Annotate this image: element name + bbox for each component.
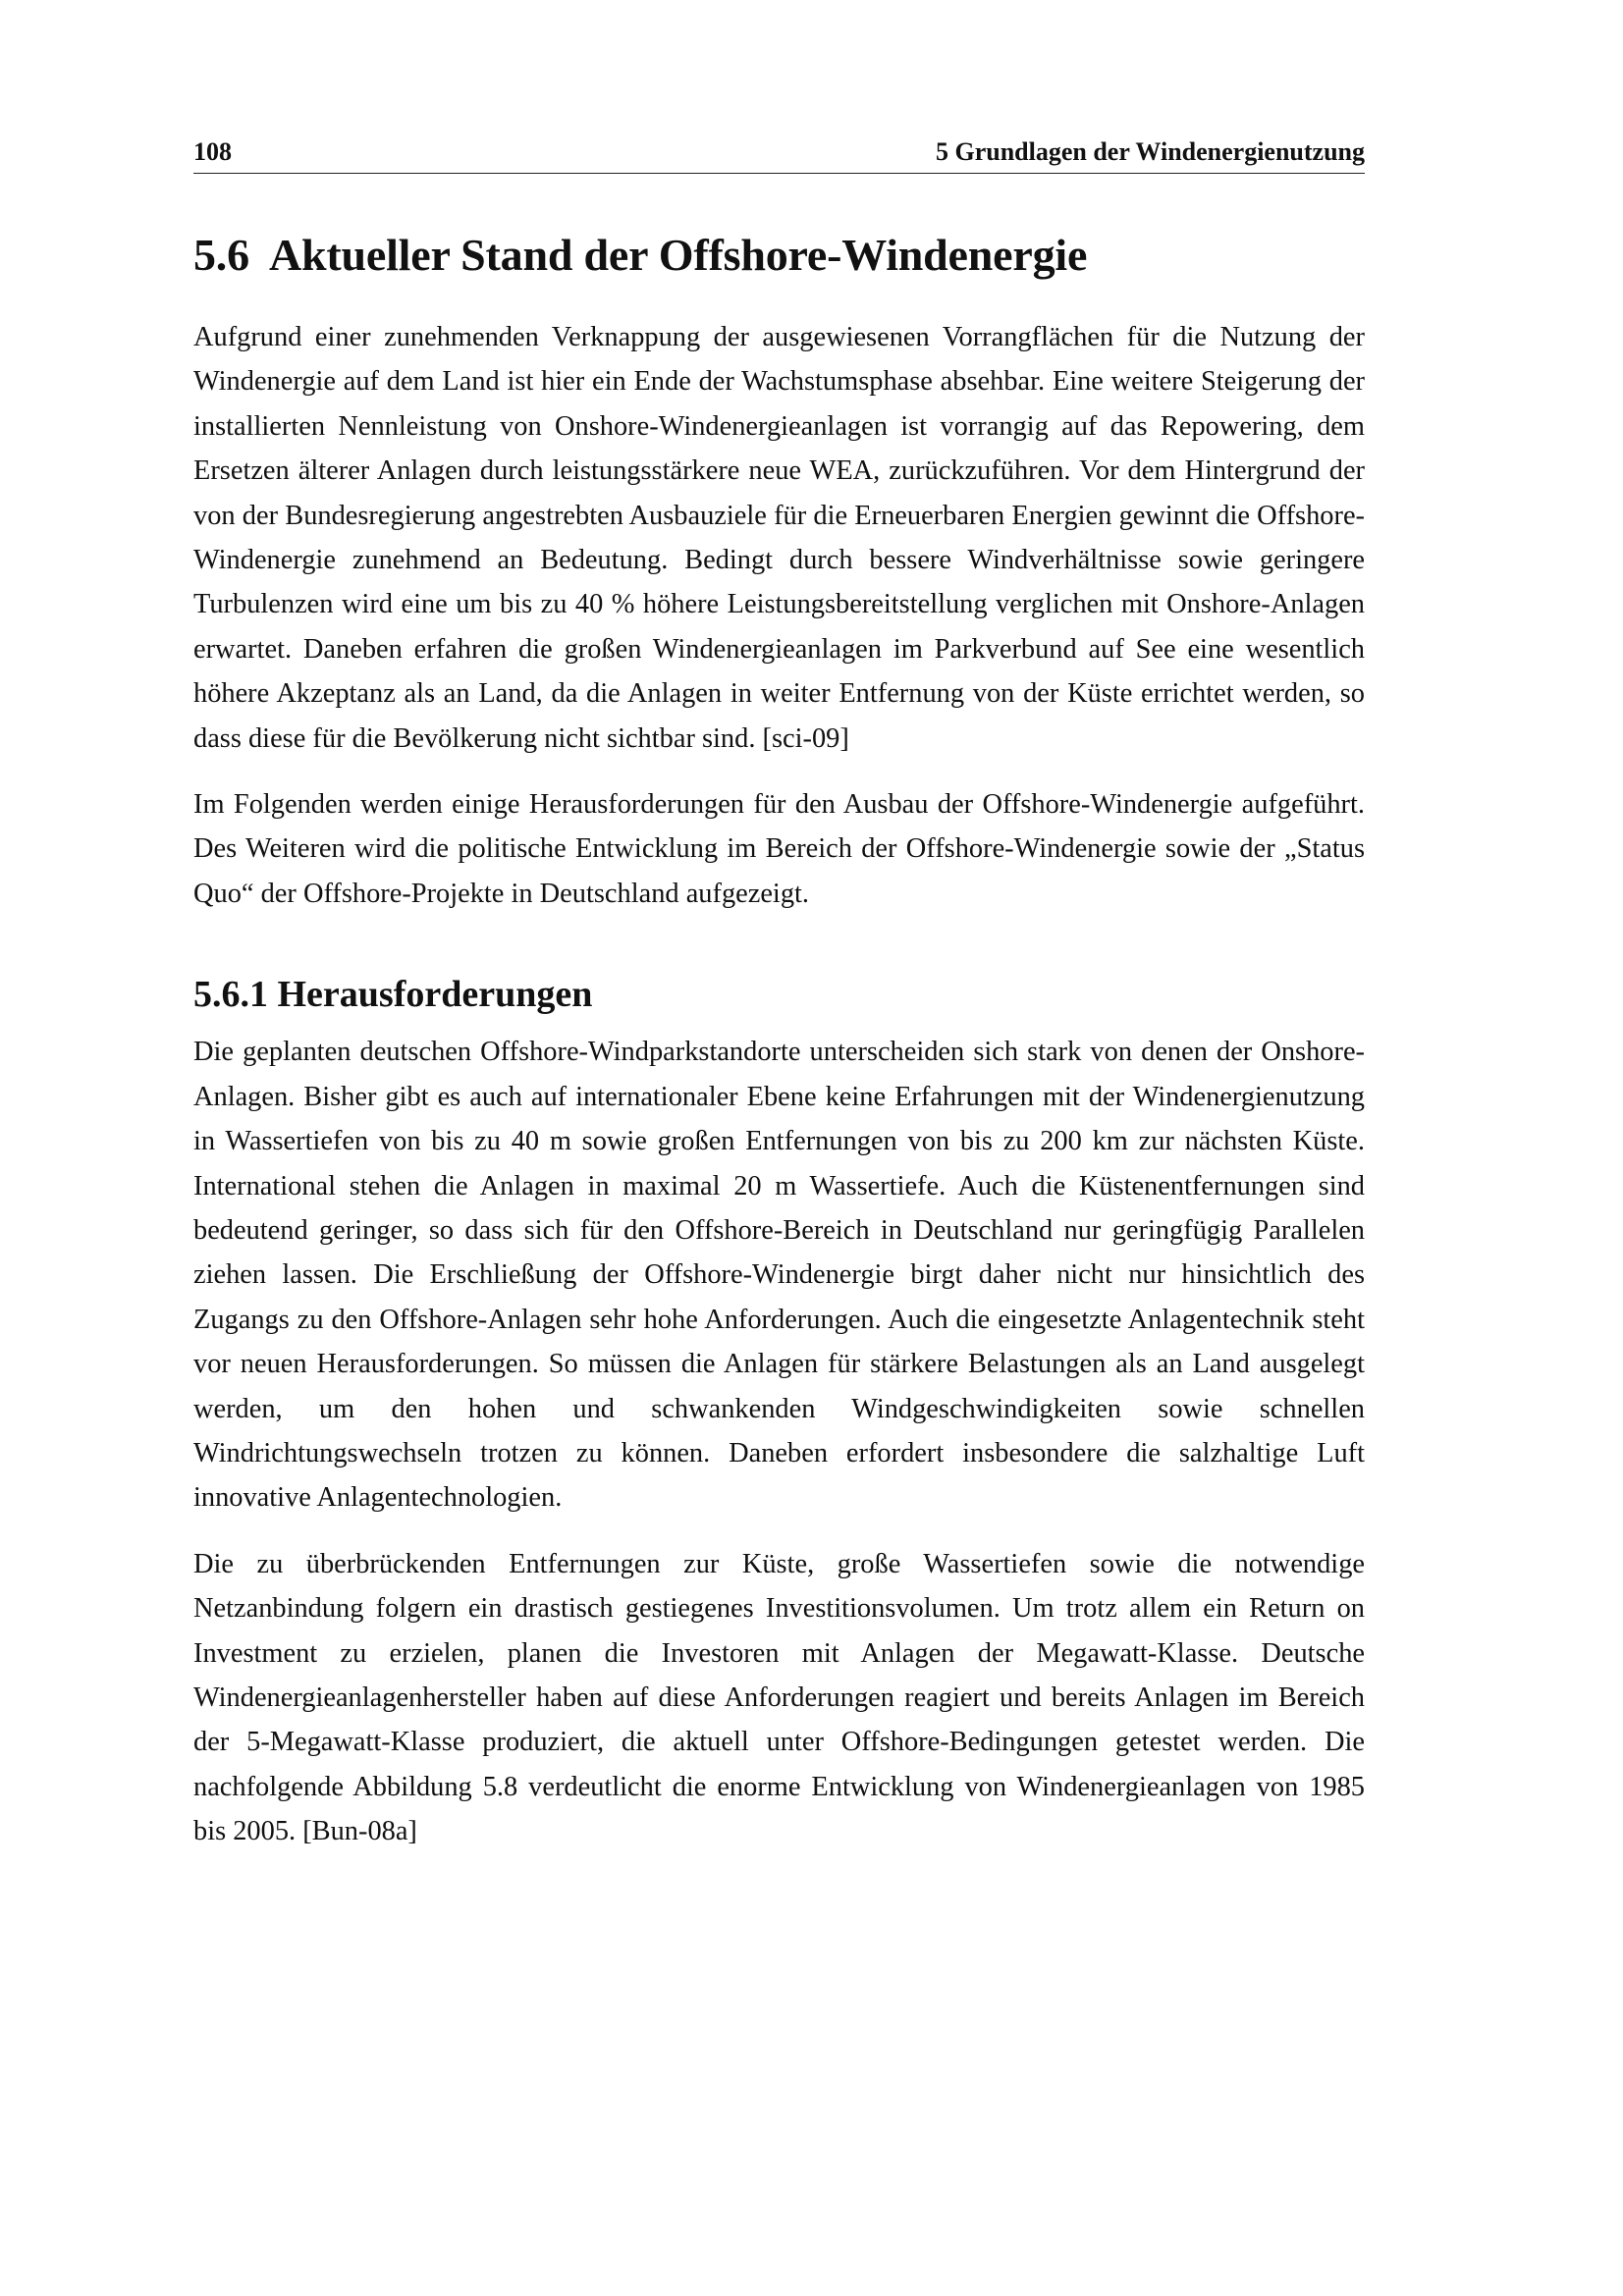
- running-header: [193, 137, 1365, 174]
- section-heading: 5.6 Aktueller Stand der Offshore-Windenergie: [193, 230, 1088, 280]
- paragraph-investment: Die zu überbrückenden Entfernungen zur Küste, große Wassertiefen sowie die notwendige Netzanbindung folgern ein drastisch gestiegenes Investitionsvolumen. Um trotz allem ein Return on Investment zu erzielen, planen die Investoren mit Anlagen der Megawatt-Klasse. Deutsche Windenergieanlagenhersteller haben auf diese Anforderungen reagiert und bereits Anlagen im Bereich der 5-Megawatt-Klasse produziert, die aktuell unter Offshore-Bedingungen getestet werden. Die nachfolgende Abbildung 5.8 verdeutlicht die enorme Entwicklung von Windenergieanlagen von 1985 bis 2005. [Bun-08a]: [193, 1548, 1365, 1847]
- subsection-heading: 5.6.1 Herausforderungen: [193, 974, 593, 1016]
- chapter-title: 5 Grundlagen der Windenergienutzung: [935, 137, 1365, 166]
- paragraph-overview: Im Folgenden werden einige Herausforderungen für den Ausbau der Offshore-Windenergie aufgeführt. Des Weiteren wird die politische Entwicklung im Bereich der Offshore-Windenergie sowie der „Status Quo“ der Offshore-Projekte in Deutschland aufgezeigt.: [193, 789, 1365, 909]
- page: [193, 137, 1365, 1876]
- paragraph-offshore-relevance: Aufgrund einer zunehmenden Verknappung der ausgewiesenen Vorrangflächen für die Nutzung der Windenergie auf dem Land ist hier ein Ende der Wachstumsphase absehbar. Eine weitere Steigerung der installierten Nennleistung von Onshore-Windenergieanlagen ist vorrangig auf das Repowering, dem Ersetzen älterer Anlagen durch leistungsstärkere neue WEA, zurückzuführen. Vor dem Hintergrund der von der Bundesregierung angestrebten Ausbauziele für die Erneuerbaren Energien gewinnt die Offshore-Windenergie zunehmend an Bedeutung. Bedingt durch bessere Windverhältnisse sowie geringere Turbulenzen wird eine um bis zu 40 % höhere Leistungsbereitstellung verglichen mit Onshore-Anlagen erwartet. Daneben erfahren die großen Windenergieanlagen im Parkverbund auf See eine wesentlich höhere Akzeptanz als an Land, da die Anlagen in weiter Entfernung von der Küste errichtet werden, so dass diese für die Bevölkerung nicht sichtbar sind. [sci-09]: [193, 322, 1365, 754]
- page-number: 108: [193, 137, 232, 166]
- paragraph-site-challenges: Die geplanten deutschen Offshore-Windparkstandorte unterscheiden sich stark von denen der Onshore-Anlagen. Bisher gibt es auch auf internationaler Ebene keine Erfahrungen mit der Windenergienutzung in Wassertiefen von bis zu 40 m sowie großen Entfernungen von bis zu 200 km zur nächsten Küste. International stehen die Anlagen in maximal 20 m Wassertiefe. Auch die Küstenentfernungen sind bedeutend geringer, so dass sich für den Offshore-Bereich in Deutschland nur geringfügig Parallelen ziehen lassen. Die Erschließung der Offshore-Windenergie birgt daher nicht nur hinsichtlich des Zugangs zu den Offshore-Anlagen sehr hohe Anforderungen. Auch die eingesetzte Anlagentechnik steht vor neuen Herausforderungen. So müssen die Anlagen für stärkere Belastungen als an Land ausgelegt werden, um den hohen und schwankenden Windgeschwindigkeiten sowie schnellen Windrichtungswechseln trotzen zu können. Daneben erfordert insbesondere die salzhaltige Luft innovative Anlagentechnologien.: [193, 1037, 1365, 1514]
